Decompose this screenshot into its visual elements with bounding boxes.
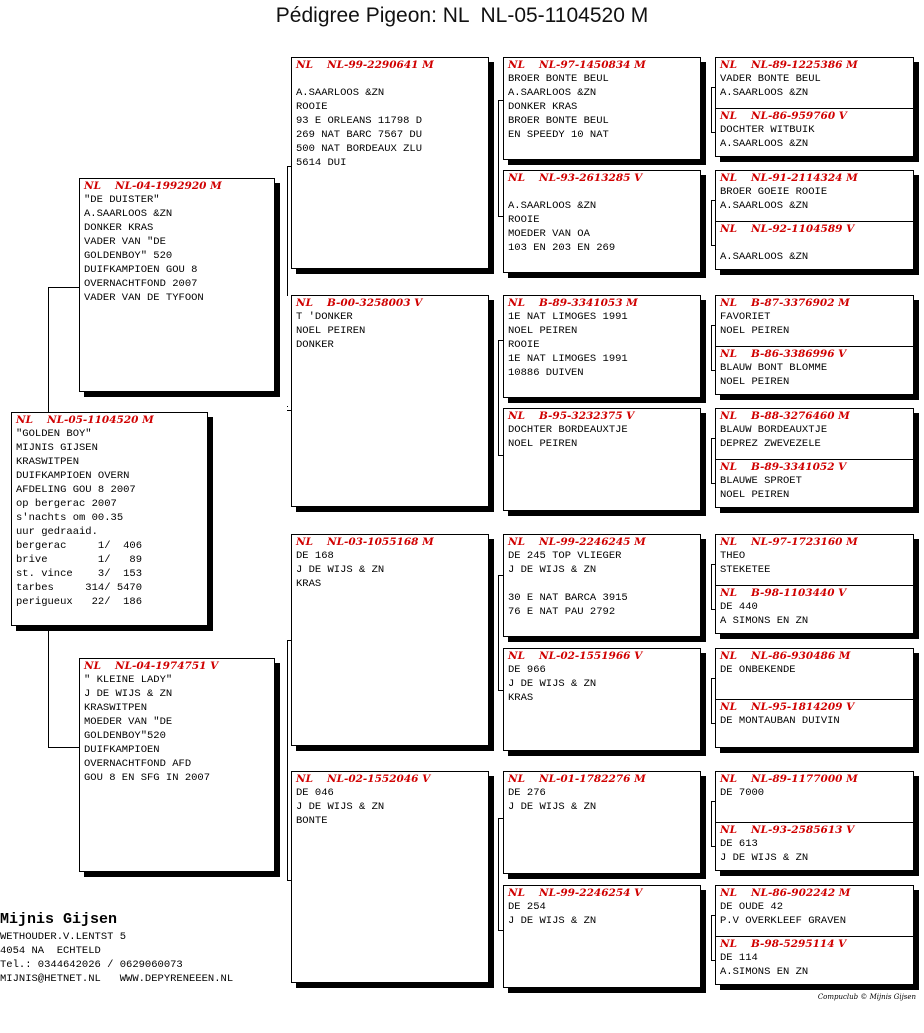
grandparent-2-ring-header [292,296,488,310]
pigeon-info-line: brive 1/ 89 [16,554,143,566]
pigeon-info-line: A.SAARLOOS &ZN [508,200,597,212]
great-grandparent-8-ring-header [504,886,700,900]
ring-number: NL-04-1992920 M [114,180,222,192]
pigeon-info-line: A.SAARLOOS &ZN [720,251,809,263]
connector-line [498,216,504,217]
pigeon-info-line: DONKER [296,339,334,351]
country-code: NL [720,172,737,184]
ring-number: NL-93-2613285 V [538,172,643,184]
pigeon-info-line: MIJNIS GIJSEN [16,442,98,454]
pigeon-info-line: T 'DONKER [296,311,353,323]
ancestor-pair-6-dam-ring-header [716,700,913,714]
dam-ring-header [80,659,274,673]
great-grandparent-1-ring-header [504,58,700,72]
dam-card [79,658,275,872]
pigeon-info-line: DE 276 [508,787,546,799]
owner-postcode: 4054 NA ECHTELD [0,945,101,957]
ancestor-pair-1-dam-ring-header [716,109,913,123]
great-grandparent-3-ring-header [504,296,700,310]
pigeon-info-line: VADER VAN DE TYFOON [84,292,204,304]
pigeon-info-line: MOEDER VAN OA [508,228,590,240]
country-code: NL [508,536,525,548]
connector-line [711,483,716,484]
pigeon-info-line: A.SAARLOOS &ZN [720,87,809,99]
connector-line [711,438,712,483]
pigeon-info-line [508,185,696,199]
pigeon-info-line: NOEL PEIREN [296,325,366,337]
pigeon-info-line: NOEL PEIREN [720,325,790,337]
pigeon-info-line: "GOLDEN BOY" [16,428,92,440]
connector-line [711,564,712,609]
connector-line [498,930,504,931]
pigeon-info-line: STEKETEE [720,564,771,576]
pigeon-info-line: op bergerac 2007 [16,498,117,510]
connector-line [711,325,712,370]
pigeon-info-line: DOCHTER BORDEAUXTJE [508,424,628,436]
country-code: NL [84,660,101,672]
pigeon-info-line: 10886 DUIVEN [508,367,584,379]
ancestor-pair-8-pair-card [715,885,914,985]
pigeon-info-line: J DE WIJS & ZN [508,801,597,813]
ancestor-pair-2-dam-ring-header [716,222,913,236]
ring-number: NL-95-1814209 V [750,701,855,713]
pigeon-info-line: J DE WIJS & ZN [508,678,597,690]
country-code: NL [720,110,737,122]
connector-line [48,747,80,748]
ancestor-pair-3-sire [716,296,913,346]
ring-number: NL-02-1551966 V [538,650,643,662]
country-code: NL [720,824,737,836]
country-code: NL [296,536,313,548]
subject-ring-header [12,413,207,427]
country-code: NL [720,461,737,473]
country-code: NL [720,938,737,950]
pigeon-info-line: A SIMONS EN ZN [720,615,809,627]
page-title: Pédigree Pigeon: NL NL-05-1104520 M [275,4,649,27]
country-code: NL [720,773,737,785]
owner-name: Mijnis Gijsen [0,911,118,928]
country-code: NL [720,887,737,899]
ring-number: NL-99-2246254 V [538,887,643,899]
pigeon-info-line: 269 NAT BARC 7567 DU [296,129,423,141]
pigeon-info-line: DE 168 [296,550,334,562]
pigeon-info-line [508,577,696,591]
connector-line [498,340,499,455]
connector-line [711,723,716,724]
pigeon-info-line: GOU 8 EN SFG IN 2007 [84,772,211,784]
pigeon-info-line: 1E NAT LIMOGES 1991 [508,353,628,365]
pigeon-info-line: ROOIE [296,101,328,113]
footer-credit: Compuclub © Mijnis Gijsen [817,993,916,1001]
pigeon-info-line: perigueux 22/ 186 [16,596,143,608]
connector-line [711,245,716,246]
country-code: NL [508,59,525,71]
pigeon-info-line: A.SAARLOOS &ZN [84,208,173,220]
country-code: NL [296,59,313,71]
connector-line [711,678,716,679]
connector-line [711,87,716,88]
pigeon-info-line: DOCHTER WITBUIK [720,124,815,136]
ring-number: NL-97-1450834 M [538,59,646,71]
connector-line [711,846,716,847]
connector-line [711,132,716,133]
connector-line [711,801,716,802]
pigeon-info-line: DE MONTAUBAN DUIVIN [720,715,840,727]
ring-number: NL-99-2246245 M [538,536,646,548]
ancestor-pair-5-dam [716,585,913,633]
connector-line [498,818,499,930]
ring-number: NL-91-2114324 M [750,172,858,184]
pigeon-info-line: GOLDENBOY"520 [84,730,166,742]
ancestor-pair-4-dam-ring-header [716,460,913,474]
ancestor-pair-5-sire [716,535,913,585]
country-code: NL [508,172,525,184]
connector-line [498,100,499,216]
country-code: NL [720,587,737,599]
owner-phone: Tel.: 0344642026 / 0629060073 [0,959,183,971]
ring-number: B-89-3341053 M [538,297,638,309]
great-grandparent-3-card [503,295,701,398]
ancestor-pair-4-dam [716,459,913,507]
pigeon-info-line: NOEL PEIREN [508,438,578,450]
pigeon-info-line: J DE WIJS & ZN [720,852,809,864]
pigeon-info-line: KRASWITPEN [84,702,148,714]
country-code: NL [720,297,737,309]
pigeon-info-line: EN SPEEDY 10 NAT [508,129,609,141]
country-code: NL [720,536,737,548]
ring-number: NL-86-959760 V [750,110,847,122]
ancestor-pair-6-sire-ring-header [716,649,913,663]
pigeon-info-line: ROOIE [508,214,540,226]
pigeon-info-line: OVERNACHTFOND 2007 [84,278,198,290]
great-grandparent-6-ring-header [504,649,700,663]
great-grandparent-6-card [503,648,701,751]
ancestor-pair-3-pair-card [715,295,914,395]
country-code: NL [508,650,525,662]
ancestor-pair-7-dam [716,822,913,870]
country-code: NL [720,59,737,71]
pigeon-info-line: DE 7000 [720,787,765,799]
country-code: NL [296,297,313,309]
great-grandparent-2-ring-header [504,171,700,185]
pigeon-info-line: J DE WIJS & ZN [508,915,597,927]
pigeon-info-line: A.SAARLOOS &ZN [508,87,597,99]
pigeon-info-line: uur gedraaid. [16,526,98,538]
pigeon-info-line: s'nachts om 00.35 [16,512,124,524]
subject-card [11,412,208,626]
connector-line [711,801,712,846]
country-code: NL [720,223,737,235]
great-grandparent-5-ring-header [504,535,700,549]
sire-card [79,178,275,392]
pigeon-info-line: DUIFKAMPIOEN GOU 8 [84,264,198,276]
pigeon-info-line: DUIFKAMPIOEN [84,744,160,756]
ancestor-pair-7-sire-ring-header [716,772,913,786]
ancestor-pair-2-sire-ring-header [716,171,913,185]
ring-number: B-89-3341052 V [750,461,847,473]
ring-number: NL-05-1104520 M [46,414,154,426]
pigeon-info-line: DE 245 TOP VLIEGER [508,550,622,562]
pigeon-info-line [296,72,484,86]
ring-number: B-00-3258003 V [326,297,423,309]
pigeon-info-line: A.SAARLOOS &ZN [720,200,809,212]
pigeon-info-line: J DE WIJS & ZN [508,564,597,576]
pigeon-info-line: 500 NAT BORDEAUX ZLU [296,143,423,155]
great-grandparent-5-card [503,534,701,637]
pigeon-info-line: A.SAARLOOS &ZN [296,87,385,99]
ancestor-pair-5-pair-card [715,534,914,634]
pigeon-info-line: NOEL PEIREN [720,376,790,388]
pigeon-info-line [720,236,909,250]
connector-line [711,564,716,565]
ring-number: NL-04-1974751 V [114,660,219,672]
country-code: NL [296,773,313,785]
great-grandparent-4-card [503,408,701,511]
connector-line [711,960,716,961]
pigeon-info-line: 103 EN 203 EN 269 [508,242,616,254]
ancestor-pair-2-dam [716,221,913,269]
country-code: NL [16,414,33,426]
pigeon-info-line: J DE WIJS & ZN [84,688,173,700]
owner-block [0,910,300,986]
ancestor-pair-8-dam-ring-header [716,937,913,951]
pigeon-info-line: st. vince 3/ 153 [16,568,143,580]
ancestor-pair-8-sire-ring-header [716,886,913,900]
connector-line [498,100,504,101]
pigeon-info-line: DE 613 [720,838,758,850]
pigeon-info-line: DE 046 [296,787,334,799]
pigeon-info-line: J DE WIJS & ZN [296,801,385,813]
ring-number: B-87-3376902 M [750,297,850,309]
sire-ring-header [80,179,274,193]
pigeon-info-line: NOEL PEIREN [508,325,578,337]
ancestor-pair-4-sire-ring-header [716,409,913,423]
pigeon-info-line: tarbes 314/ 5470 [16,582,143,594]
connector-line [711,325,716,326]
connector-line [711,915,712,960]
ancestor-pair-8-sire [716,886,913,936]
connector-line [498,455,504,456]
ancestor-pair-6-dam [716,699,913,747]
grandparent-3-card [291,534,489,746]
country-code: NL [508,297,525,309]
pigeon-info-line: BLAUW BONT BLOMME [720,362,828,374]
great-grandparent-8-card [503,885,701,988]
ancestor-pair-2-sire [716,171,913,221]
pigeon-info-line: AFDELING GOU 8 2007 [16,484,136,496]
pigeon-info-line: bergerac 1/ 406 [16,540,143,552]
owner-address: WETHOUDER.V.LENTST 5 [0,931,127,943]
pigeon-info-line: 30 E NAT BARCA 3915 [508,592,628,604]
connector-line [287,166,288,296]
ring-number: NL-86-930486 M [750,650,851,662]
ring-number: NL-99-2290641 M [326,59,434,71]
pigeon-info-line: DE 114 [720,952,758,964]
connector-line [711,370,716,371]
pigeon-info-line: DE ONBEKENDE [720,664,796,676]
grandparent-1-ring-header [292,58,488,72]
ring-number: NL-89-1177000 M [750,773,858,785]
pigeon-info-line: DONKER KRAS [84,222,154,234]
connector-line [711,438,716,439]
ancestor-pair-1-dam [716,108,913,156]
ancestor-pair-3-dam [716,346,913,394]
connector-line [498,575,499,690]
pigeon-info-line: THEO [720,550,746,562]
country-code: NL [720,348,737,360]
connector-line [287,640,288,880]
country-code: NL [720,650,737,662]
ring-number: NL-86-902242 M [750,887,851,899]
connector-line [48,626,49,748]
pigeon-info-line: BROER BONTE BEUL [508,115,609,127]
pigeon-info-line: ROOIE [508,339,540,351]
great-grandparent-2-card [503,170,701,273]
owner-contact: MIJNIS@HETNET.NL WWW.DEPYRENEEEN.NL [0,973,234,985]
connector-line [287,880,292,881]
pigeon-info-line: DE OUDE 42 [720,901,784,913]
pigeon-info-line: MOEDER VAN "DE [84,716,173,728]
connector-line [287,640,292,641]
pigeon-info-line: DUIFKAMPIOEN OVERN [16,470,130,482]
ring-number: NL-02-1552046 V [326,773,431,785]
pigeon-info-line: GOLDENBOY" 520 [84,250,173,262]
connector-line [498,340,504,341]
pigeon-info-line: 1E NAT LIMOGES 1991 [508,311,628,323]
grandparent-3-ring-header [292,535,488,549]
pigeon-info-line: " KLEINE LADY" [84,674,173,686]
ancestor-pair-1-sire-ring-header [716,58,913,72]
great-grandparent-7-ring-header [504,772,700,786]
ancestor-pair-6-pair-card [715,648,914,748]
ancestor-pair-1-pair-card [715,57,914,157]
grandparent-4-ring-header [292,772,488,786]
connector-line [711,200,716,201]
ancestor-pair-7-pair-card [715,771,914,871]
great-grandparent-4-ring-header [504,409,700,423]
ancestor-pair-8-dam [716,936,913,984]
great-grandparent-7-card [503,771,701,874]
connector-line [287,166,292,167]
pigeon-info-line: BLAUW BORDEAUXTJE [720,424,828,436]
country-code: NL [508,887,525,899]
ancestor-pair-3-sire-ring-header [716,296,913,310]
ancestor-pair-5-dam-ring-header [716,586,913,600]
grandparent-1-card [291,57,489,269]
connector-line [711,200,712,245]
pigeon-info-line: VADER BONTE BEUL [720,73,821,85]
pigeon-info-line: J DE WIJS & ZN [296,564,385,576]
pigeon-info-line: NOEL PEIREN [720,489,790,501]
pigeon-info-line: KRASWITPEN [16,456,80,468]
pigeon-info-line: DE 254 [508,901,546,913]
connector-line [498,818,504,819]
pigeon-info-line: BLAUWE SPROET [720,475,802,487]
ancestor-pair-2-pair-card [715,170,914,270]
great-grandparent-1-card [503,57,701,160]
pigeon-info-line: 93 E ORLEANS 11798 D [296,115,423,127]
connector-line [48,287,80,288]
country-code: NL [720,701,737,713]
ancestor-pair-4-pair-card [715,408,914,508]
pigeon-info-line: BONTE [296,815,328,827]
pigeon-info-line: KRAS [296,578,322,590]
pigeon-info-line: DE 440 [720,601,758,613]
connector-line [498,575,504,576]
ring-number: B-95-3232375 V [538,410,635,422]
grandparent-2-card [291,295,489,507]
ancestor-pair-5-sire-ring-header [716,535,913,549]
connector-line [711,915,716,916]
pigeon-info-line: BROER BONTE BEUL [508,73,609,85]
connector-line [287,410,292,411]
connector-line [48,287,49,413]
ring-number: NL-89-1225386 M [750,59,858,71]
ring-number: NL-03-1055168 M [326,536,434,548]
connector-line [498,690,504,691]
ring-number: NL-01-1782276 M [538,773,646,785]
ring-number: B-88-3276460 M [750,410,850,422]
country-code: NL [720,410,737,422]
ancestor-pair-6-sire [716,649,913,699]
pigeon-info-line: A.SIMONS EN ZN [720,966,809,978]
ancestor-pair-7-dam-ring-header [716,823,913,837]
grandparent-4-card [291,771,489,983]
pigeon-info-line: A.SAARLOOS &ZN [720,138,809,150]
pigeon-info-line: DE 966 [508,664,546,676]
ancestor-pair-7-sire [716,772,913,822]
pigeon-info-line: BROER GOEIE ROOIE [720,186,828,198]
pigeon-info-line: "DE DUISTER" [84,194,160,206]
ring-number: NL-92-1104589 V [750,223,855,235]
ring-number: NL-93-2585613 V [750,824,855,836]
pigeon-info-line: KRAS [508,692,534,704]
country-code: NL [508,410,525,422]
ring-number: B-86-3386996 V [750,348,847,360]
connector-line [711,678,712,723]
pigeon-info-line: 5614 DUI [296,157,347,169]
connector-line [711,609,716,610]
country-code: NL [84,180,101,192]
country-code: NL [508,773,525,785]
pigeon-info-line: FAVORIET [720,311,771,323]
pigeon-info-line: DONKER KRAS [508,101,578,113]
pigeon-info-line: 76 E NAT PAU 2792 [508,606,616,618]
ancestor-pair-4-sire [716,409,913,459]
pigeon-info-line: P.V OVERKLEEF GRAVEN [720,915,847,927]
pigeon-info-line: DEPREZ ZWEVEZELE [720,438,821,450]
ring-number: NL-97-1723160 M [750,536,858,548]
connector-line [711,87,712,132]
ring-number: B-98-5295114 V [750,938,847,950]
ring-number: B-98-1103440 V [750,587,847,599]
ancestor-pair-3-dam-ring-header [716,347,913,361]
pigeon-info-line: VADER VAN "DE [84,236,166,248]
pigeon-info-line: OVERNACHTFOND AFD [84,758,192,770]
ancestor-pair-1-sire [716,58,913,108]
connector-line [287,406,288,407]
